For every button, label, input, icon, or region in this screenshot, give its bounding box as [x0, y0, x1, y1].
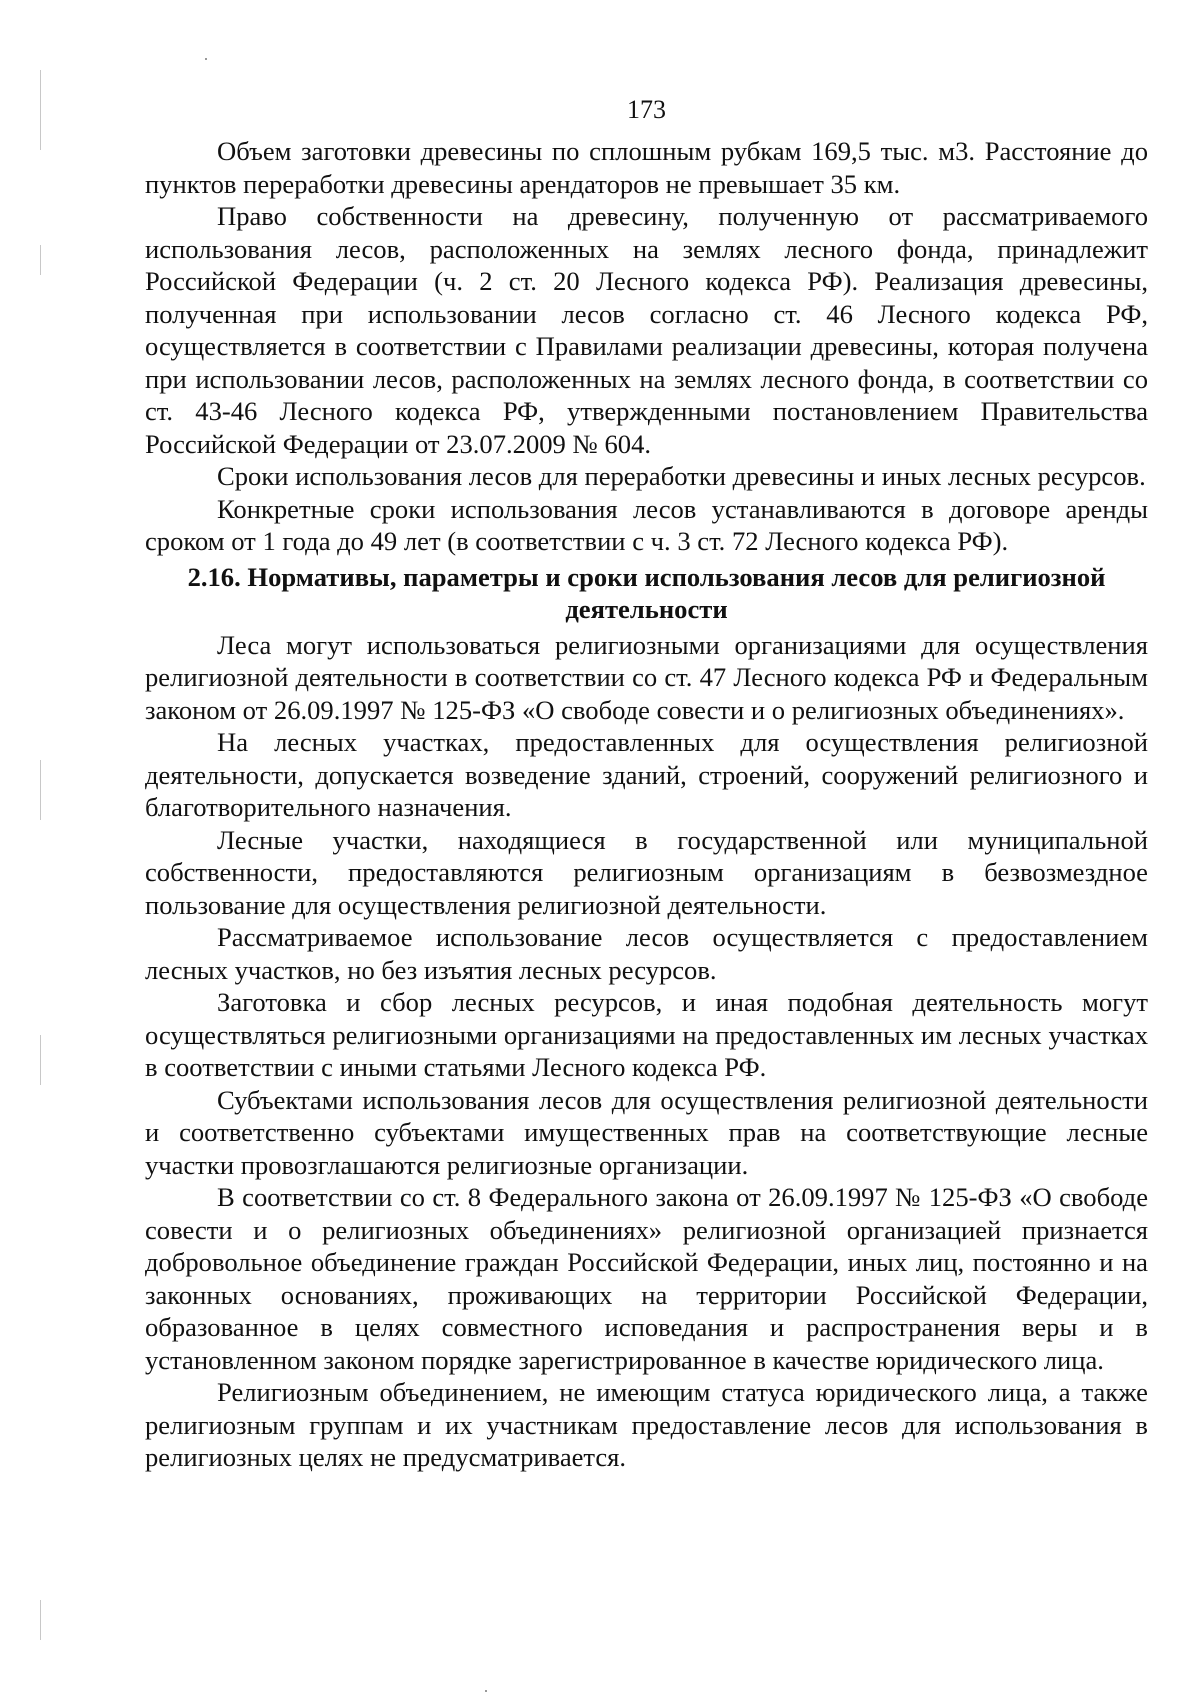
paragraph: На лесных участках, предоставленных для осуществления религиозной деятельности, допускается возведение зданий, строений, сооружений религиозного и благотворительного назначения. [145, 727, 1148, 822]
paragraph: Лесные участки, находящиеся в государственной или муниципальной собственности, предоставляются религиозным организациям в безвозмездное пользование для осуществления религиозной деятельности. [145, 824, 1148, 920]
paragraph: Право собственности на древесину, полученную от рассматриваемого использования лесов, расположенных на землях лесного фонда, принадлежит Российской Федерации (ч. 2 ст. 20 Лесного кодекса РФ). Реализация древесины, полученная при использовании лесов согласно ст. 46 Лесного кодекса РФ, осуществляется в соответствии с Правилами реализации древесины, которая получена при использовании лесов, расположенных на землях лесного фонда, в соответствии со ст. 43-46 Лесного кодекса РФ, утвержденными постановлением Правительства Российской Федерации от 23.07.2009 № 604. [145, 201, 1148, 459]
scan-speck [205, 58, 207, 60]
paragraph: Субъектами использования лесов для осуществления религиозной деятельности и соответственно субъектами имущественных прав на соответствующие лесные участки провозглашаются религиозные организации. [145, 1084, 1148, 1180]
scan-edge-mark [40, 245, 41, 275]
section-heading: 2.16. Нормативы, параметры и сроки использования лесов для религиозной деятельности [187, 561, 1106, 624]
paragraph: Рассматриваемое использование лесов осуществляется с предоставлением лесных участков, но без изъятия лесных ресурсов. [145, 922, 1148, 985]
paragraph: Заготовка и сбор лесных ресурсов, и иная подобная деятельность могут осуществляться религиозными организациями на предоставленных им лесных участках в соответствии с иными статьями Лесного кодекса РФ. [145, 987, 1148, 1082]
paragraph: Сроки использования лесов для переработки древесины и иных лесных ресурсов. [217, 461, 1146, 491]
scan-edge-mark [40, 760, 41, 820]
scan-edge-mark [40, 70, 41, 150]
paragraph: Леса могут использоваться религиозными организациями для осуществления религиозной деятельности в соответствии со ст. 47 Лесного кодекса РФ и Федеральным законом от 26.09.1997 № 125-ФЗ «О свободе совести и о религиозных объединениях». [145, 629, 1148, 725]
scan-speck [485, 1690, 487, 1692]
scan-edge-mark [40, 1035, 41, 1085]
paragraph: Конкретные сроки использования лесов устанавливаются в договоре аренды сроком от 1 года до 49 лет (в соответствии с ч. 3 ст. 72 Лесного кодекса РФ). [145, 493, 1148, 556]
scan-edge-mark [40, 1600, 41, 1640]
paragraph: Объем заготовки древесины по сплошным рубкам 169,5 тыс. м3. Расстояние до пунктов переработки древесины арендаторов не превышает 35 км. [145, 136, 1148, 199]
paragraph: В соответствии со ст. 8 Федерального закона от 26.09.1997 № 125-ФЗ «О свободе совести и о религиозных объединениях» религиозной организацией признается добровольное объединение граждан Российской Федерации, иных лиц, постоянно и на законных основаниях, проживающих на территории Российской Федерации, образованное в целях совместного исповедания и распространения веры и в установленном законом порядке зарегистрированное в качестве юридического лица. [145, 1182, 1148, 1375]
document-page [145, 95, 1148, 1474]
paragraph: Религиозным объединением, не имеющим статуса юридического лица, а также религиозным группам и их участникам предоставление лесов для использования в религиозных целях не предусматривается. [145, 1377, 1148, 1472]
page-number: 173 [627, 95, 666, 124]
